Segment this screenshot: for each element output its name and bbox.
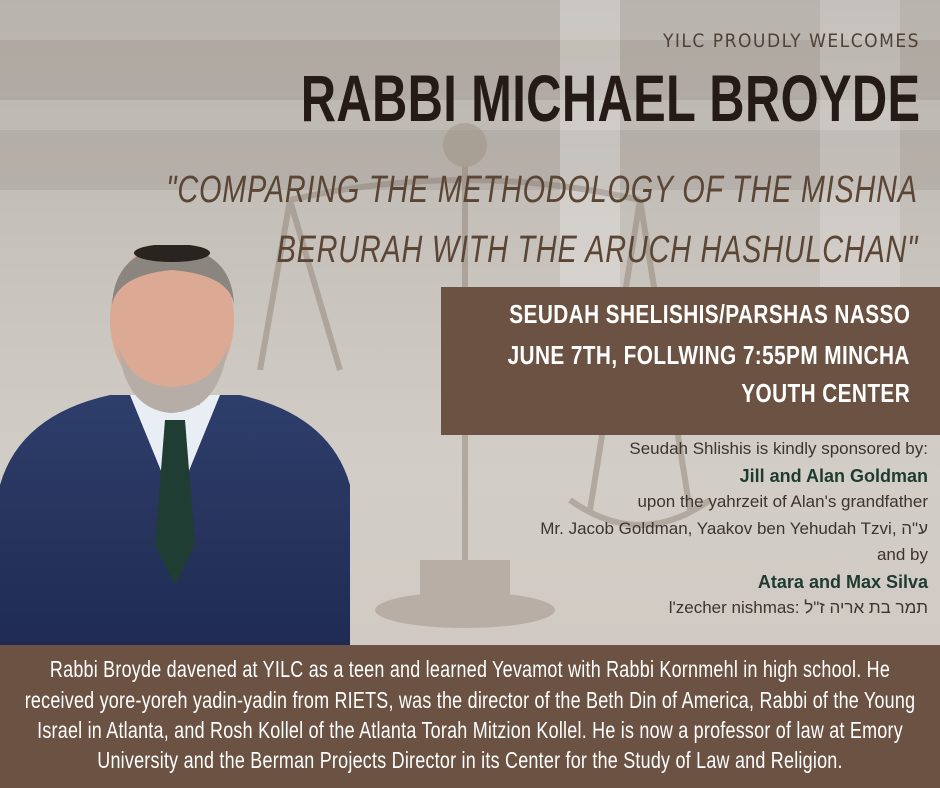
topic-line-1: "COMPARING THE METHODOLOGY OF THE MISHNA (166, 169, 918, 211)
event-parsha: SEUDAH SHELISHIS/PARSHAS NASSO (508, 299, 910, 329)
sponsor-and-by: and by (876, 545, 928, 564)
sponsor-name-1: Jill and Alan Goldman (739, 465, 928, 486)
sponsor-memorial-1: Mr. Jacob Goldman, Yaakov ben Yehudah Tzvi, ע"ה (540, 518, 928, 538)
bio-line: received yore-yoreh yadin-yadin from RIETS, was the director of the Beth Din of America, Rabbi of the Young (24, 687, 916, 713)
topic-line-2: BERURAH WITH THE ARUCH HASHULCHAN" (276, 229, 918, 271)
sponsor-memorial-2: l'zecher nishmas: תמר בת אריה ז"ל (668, 598, 928, 617)
event-info-box (441, 287, 940, 435)
speaker-name: RABBI MICHAEL BROYDE (300, 61, 920, 135)
sponsor-occasion-1: upon the yahrzeit of Alan's grandfather (637, 492, 928, 511)
sponsor-intro: Seudah Shlishis is kindly sponsored by: (629, 439, 928, 458)
bio-line: Israel in Atlanta, and Rosh Kollel of the Atlanta Torah Mitzion Kollel. He is now a professor of law at Emory (37, 717, 903, 743)
speaker-bio (0, 645, 940, 788)
event-location: YOUTH CENTER (741, 378, 910, 408)
sponsor-name-2: Atara and Max Silva (757, 571, 928, 592)
bio-line: University and the Berman Projects Director in its Center for the Study of Law and Religion. (97, 747, 843, 773)
kicker-text: YILC PROUDLY WELCOMES (662, 30, 920, 52)
bio-line: Rabbi Broyde davened at YILC as a teen and learned Yevamot with Rabbi Kornmehl in high school. He (49, 656, 891, 682)
sponsor-section (540, 436, 928, 622)
speaker-photo (0, 245, 350, 645)
event-date-time: JUNE 7TH, FOLLWING 7:55PM MINCHA (507, 340, 910, 370)
